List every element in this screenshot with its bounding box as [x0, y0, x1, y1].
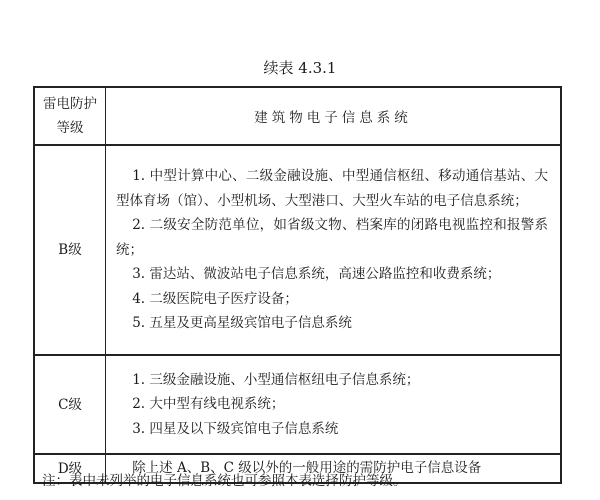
- systems-cell: [106, 355, 562, 454]
- lightning-protection-table: [33, 86, 562, 484]
- header-grade: [34, 87, 106, 145]
- list-item: 1. 中型计算中心、二级金融设施、中型通信枢纽、移动通信基站、大型体育场（馆）、小型机场、大型港口、大型火车站的电子信息系统；: [116, 168, 548, 209]
- table-row: [34, 355, 561, 454]
- list-item: 4. 二级医院电子医疗设备；: [132, 290, 298, 307]
- header-grade-line1: 雷电防护: [43, 96, 97, 112]
- grade-cell: D级: [34, 454, 106, 483]
- list-item: 除上述 A、B、C 级以外的一般用途的需防护电子信息设备: [132, 460, 482, 477]
- table-row: [34, 145, 561, 355]
- list-item: 3. 四星及以下级宾馆电子信息系统: [132, 420, 339, 437]
- list-item: 1. 三级金融设施、小型通信枢纽电子信息系统；: [132, 371, 420, 388]
- table-title: 续表 4.3.1: [263, 59, 337, 77]
- systems-cell: [106, 145, 562, 355]
- header-systems: 建筑物电子信息系统: [106, 87, 562, 145]
- grade-cell: C级: [34, 355, 106, 454]
- header-grade-line2: 等级: [56, 120, 84, 136]
- list-item: 2. 大中型有线电视系统；: [132, 396, 285, 413]
- table-note: 注：表中未列举的电子信息系统也可参照本表选择防护等级。: [42, 473, 407, 489]
- list-item: 2. 二级安全防范单位，如省级文物、档案库的闭路电视监控和报警系统；: [116, 217, 548, 258]
- list-item: 5. 五星及更高星级宾馆电子信息系统: [132, 315, 352, 332]
- list-item: 3. 雷达站、微波站电子信息系统，高速公路监控和收费系统；: [132, 266, 501, 283]
- table-header-row: [34, 87, 561, 145]
- grade-cell: B级: [34, 145, 106, 355]
